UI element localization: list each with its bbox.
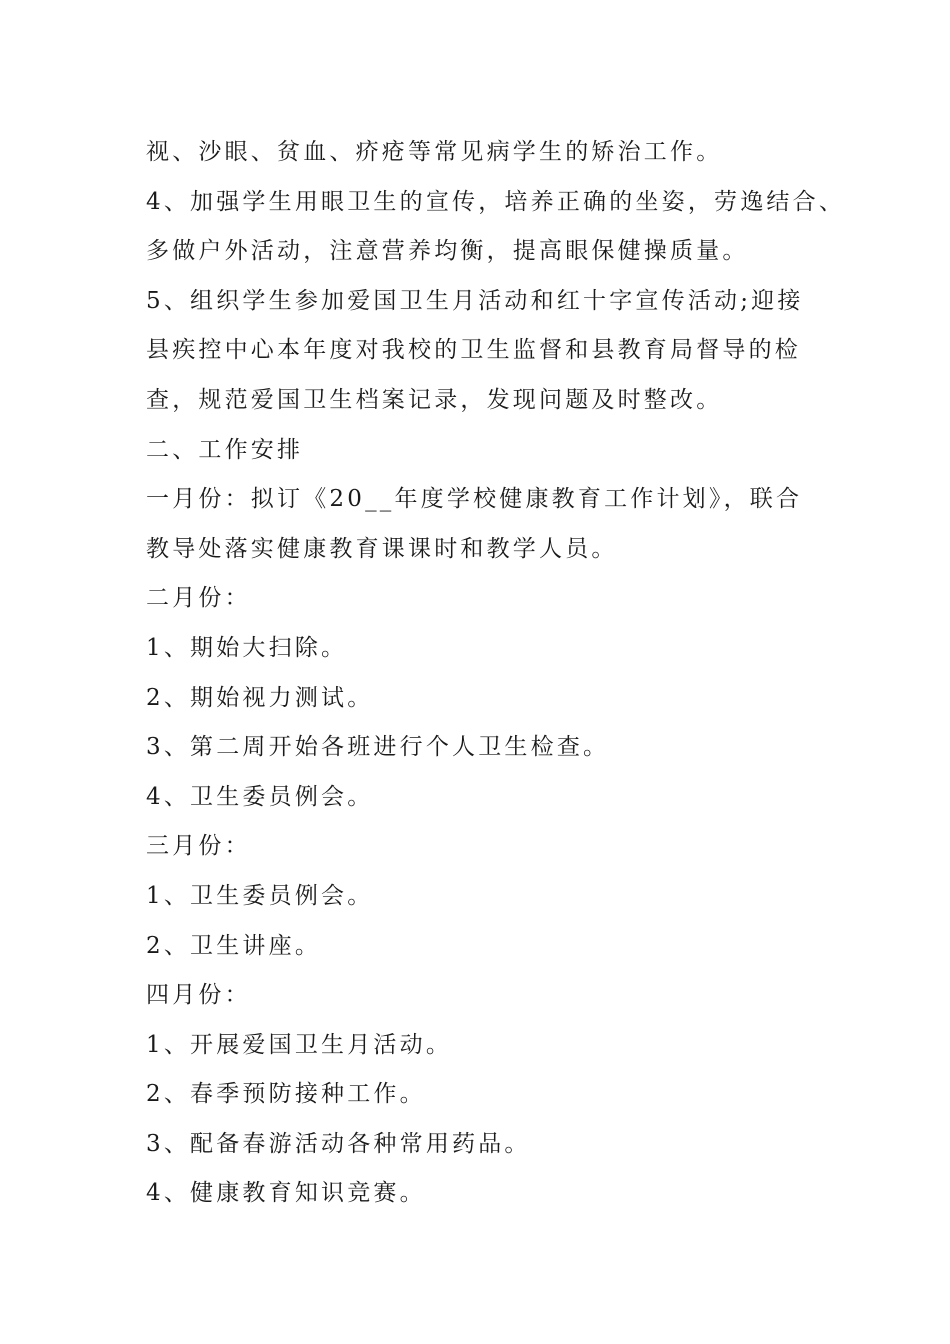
text-line-item-4: 4、加强学生用眼卫生的宣传，培养正确的坐姿，劳逸结合、 <box>146 188 846 215</box>
list-item-april-1: 1、开展爱国卫生月活动。 <box>146 1031 453 1058</box>
text-line-item-5-cont-2: 查，规范爱国卫生档案记录，发现问题及时整改。 <box>146 386 723 413</box>
month-heading-february: 二月份： <box>146 585 251 612</box>
month-heading-april: 四月份： <box>146 982 251 1009</box>
section-heading-work-arrangement: 二、工作安排 <box>146 436 304 463</box>
text-line-item-5: 5、组织学生参加爱国卫生月活动和红十字宣传活动;迎接 <box>146 287 804 314</box>
list-item-february-2: 2、期始视力测试。 <box>146 684 374 711</box>
list-item-april-2: 2、春季预防接种工作。 <box>146 1081 426 1108</box>
month-heading-march: 三月份： <box>146 833 251 860</box>
text-line-january: 一月份：拟订《20__年度学校健康教育工作计划》，联合 <box>146 486 803 513</box>
list-item-february-3: 3、第二周开始各班进行个人卫生检查。 <box>146 734 610 761</box>
document-body <box>146 128 846 1219</box>
text-line-continuation: 视、沙眼、贫血、疥疮等常见病学生的矫治工作。 <box>146 139 723 165</box>
list-item-february-4: 4、卫生委员例会。 <box>146 783 374 810</box>
list-item-march-2: 2、卫生讲座。 <box>146 932 322 959</box>
list-item-march-1: 1、卫生委员例会。 <box>146 882 374 909</box>
list-item-february-1: 1、期始大扫除。 <box>146 634 348 661</box>
text-line-item-5-cont-1: 县疾控中心本年度对我校的卫生监督和县教育局督导的检 <box>146 337 801 364</box>
list-item-april-4: 4、健康教育知识竞赛。 <box>146 1180 426 1207</box>
list-item-april-3: 3、配备春游活动各种常用药品。 <box>146 1130 531 1157</box>
text-line-january-cont: 教导处落实健康教育课课时和教学人员。 <box>146 535 618 562</box>
text-line-item-4-cont: 多做户外活动，注意营养均衡，提高眼保健操质量。 <box>146 238 749 265</box>
